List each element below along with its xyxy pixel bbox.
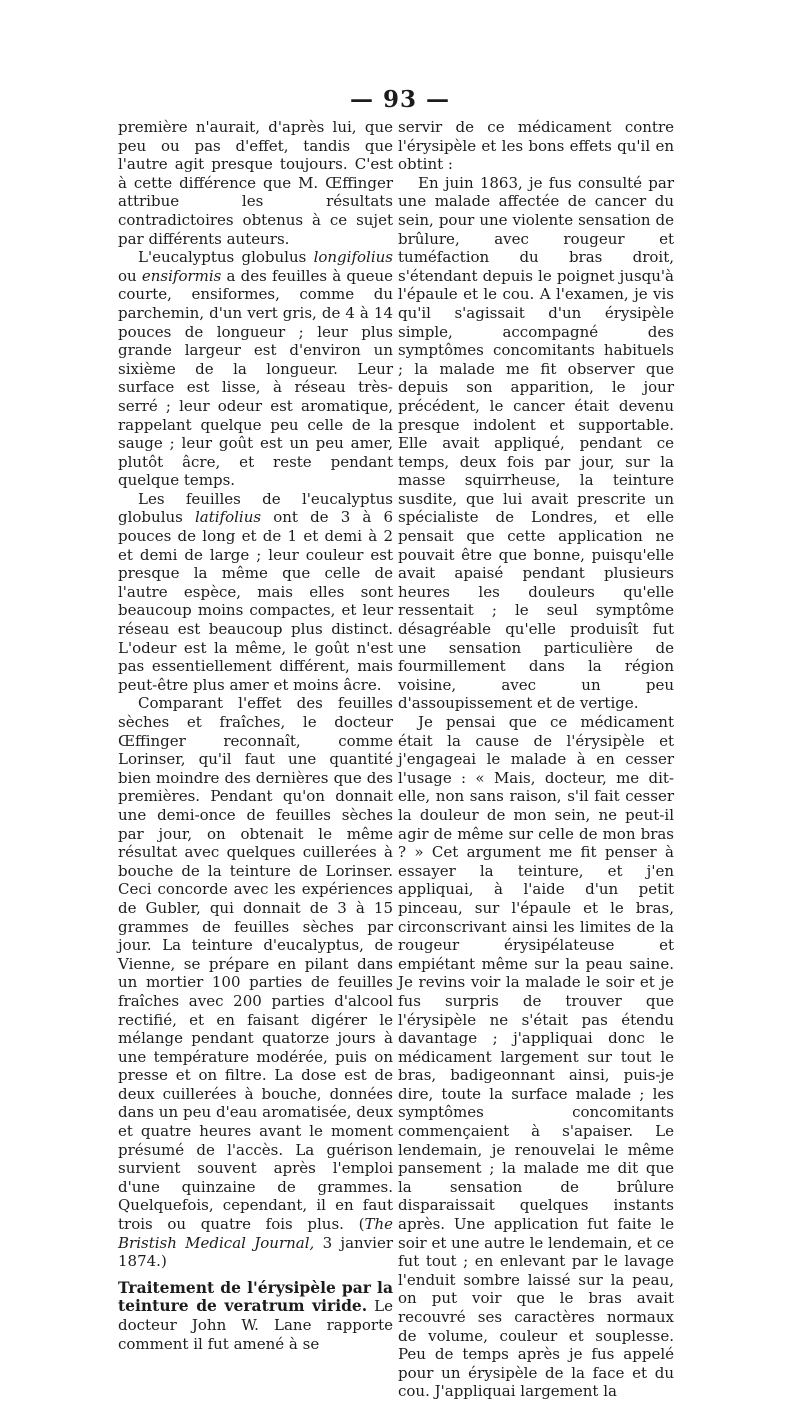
paragraph: première n'aurait, d'après lui, que peu ou pas d'effet, tandis que l'autre agit presque toujours. C'est à cette différence que M. Œffinger attribue les résultats contradictoires obtenus à ce sujet par différents auteurs. bbox=[118, 118, 393, 248]
text-run: a des feuilles à queue courte, ensiformes, comme du parchemin, d'un vert gris, de 4 à 14 pouces de longueur ; leur plus grande largeur est d'environ un sixième de la longueur. Leur surface est lisse, à réseau très-serré ; leur odeur est aromatique, rappelant quelque peu celle de la sauge ; leur goût est un peu amer, plutôt âcre, et reste pendant quelque temps. bbox=[118, 266, 393, 490]
right-column bbox=[398, 118, 674, 1401]
paragraph bbox=[118, 490, 393, 695]
text-run: L'eucalyptus globulus bbox=[138, 248, 314, 267]
text-run: Comparant l'effet des feuilles sèches et fraîches, le docteur Œffinger reconnaît, comme Lorinser, qu'il faut une quantité bien moindre des dernières que des premières. Pendant qu'on donnait une demi-once de feuilles sèches par jour, on obtenait le même résultat avec quelques cuillerées à bouche de la teinture de Lorinser. Ceci concorde avec les expériences de Gubler, qui donnait de 3 à 15 grammes de feuilles sèches par jour. La teinture d'eucalyptus, de Vienne, se prépare en pilant dans un mortier 100 parties de feuilles fraîches avec 200 parties d'alcool rectifié, et en faisant digérer le mélange pendant quatorze jours à une température modérée, puis on presse et on filtre. La dose est de deux cuillerées à bouche, données dans un peu d'eau aromatisée, deux et quatre heures avant le moment présumé de l'accès. La guérison survient souvent après l'emploi d'une quinzaine de grammes. Quelquefois, cependant, il en faut trois ou quatre fois plus. ( bbox=[118, 694, 393, 1234]
paragraph bbox=[118, 248, 393, 490]
paragraph bbox=[118, 694, 393, 1270]
text-run: 3 janvier 1874.) bbox=[118, 1233, 394, 1271]
species-name: latifolius bbox=[194, 508, 262, 527]
text-run: Les feuilles de l'eucalyptus globulus bbox=[118, 489, 393, 527]
section-paragraph bbox=[118, 1279, 393, 1353]
species-name: longifolius bbox=[313, 248, 393, 267]
text-run: ou bbox=[118, 266, 142, 285]
left-column bbox=[118, 118, 393, 1353]
paragraph: servir de ce médicament contre l'érysipèle et les bons effets qu'il en obtint : bbox=[398, 118, 674, 174]
section-heading: Traitement de l'érysipèle par la teinture de veratrum viride. bbox=[118, 1277, 393, 1316]
text-run: Le docteur John W. Lane rapporte comment il fut amené à se bbox=[118, 1297, 393, 1353]
paragraph: En juin 1863, je fus consulté par une malade affectée de cancer du sein, pour une violente sensation de brûlure, avec rougeur et tuméfaction du bras droit, s'étendant depuis le poignet jusqu'à l'épaule et le cou. A l'examen, je vis qu'il s'agissait d'un érysipèle simple, accompagné des symptômes concomitants habituels ; la malade me fit observer que depuis son apparition, le jour précédent, le cancer était devenu presque indolent et supportable. Elle avait appliqué, pendant ce temps, deux fois par jour, sur la masse squirrheuse, la teinture susdite, que lui avait prescrite un spécialiste de Londres, et elle pensait que cette application ne pouvait être que bonne, puisqu'elle avait apaisé pendant plusieurs heures les douleurs qu'elle ressentait ; le seul symptôme désagréable qu'elle produisît fut une sensation particulière de fourmillement dans la région voisine, avec un peu d'assoupissement et de vertige. bbox=[398, 173, 674, 713]
species-name: ensiformis bbox=[141, 266, 222, 285]
text-run: ont de 3 à 6 pouces de long et de 1 et demi à 2 et demi de large ; leur couleur est presque la même que celle de l'autre espèce, mais elles sont beaucoup moins compactes, et leur réseau est beaucoup plus distinct. L'odeur est la même, le goût n'est pas essentiellement différent, mais peut-être plus amer et moins âcre. bbox=[118, 508, 393, 694]
journal-citation: The Bristish Medical Journal, bbox=[118, 1215, 393, 1252]
page-number: — 93 — bbox=[349, 86, 451, 113]
paragraph: Je pensai que ce médicament était la cause de l'érysipèle et j'engageai le malade à en cesser l'usage : « Mais, docteur, me dit-elle, non sans raison, s'il fait cesser la douleur de mon sein, ne peut-il agir de même sur celle de mon bras ? » Cet argument me fit penser à essayer la teinture, et j'en appliquai, à l'aide d'un petit pinceau, sur l'épaule et le bras, circonscrivant ainsi les limites de la rougeur érysipélateuse et empiétant même sur la peau saine. Je revins voir la malade le soir et je fus surpris de trouver que l'érysipèle ne s'était pas étendu davantage ; j'appliquai donc le médicament largement sur tout le bras, badigeonnant ainsi, puis-je dire, toute la surface malade ; les symptômes concomitants commençaient à s'apaiser. Le lendemain, je renouvelai le même pansement ; la malade me dit que la sensation de brûlure disparaissait quelques instants après. Une application fut faite le soir et une autre le lendemain, et ce fut tout ; en enlevant par le lavage l'enduit sombre laissé sur la peau, on put voir que le bras avait recouvré ses caractères normaux de volume, couleur et souplesse. Peu de temps après je fus appelé pour un érysipèle de la face et du cou. J'appliquai largement la bbox=[398, 713, 674, 1401]
